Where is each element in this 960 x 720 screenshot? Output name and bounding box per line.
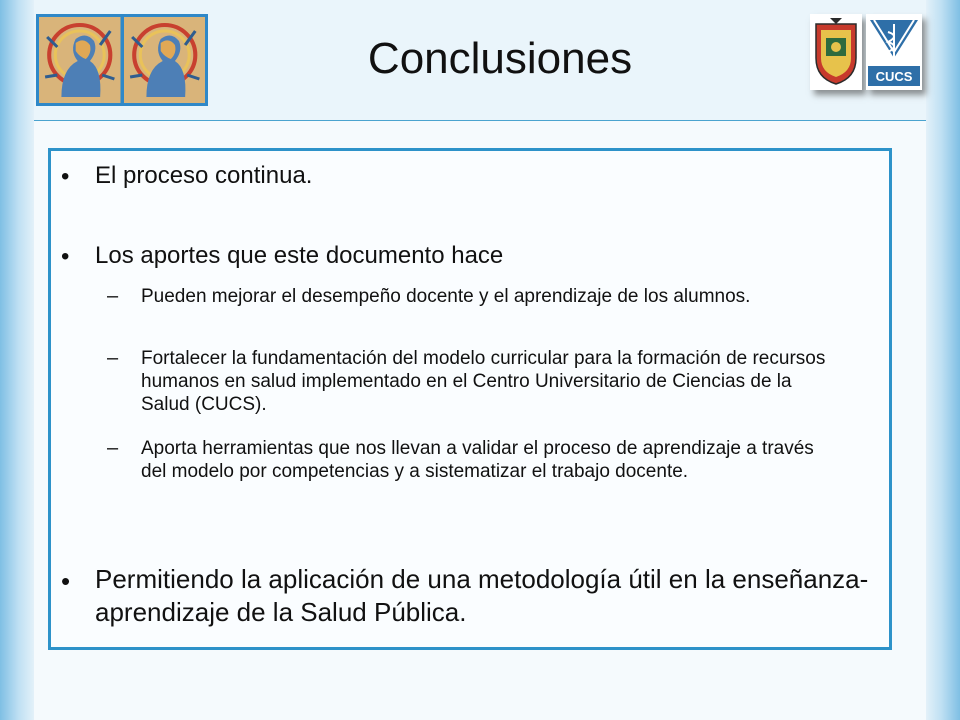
head-artwork-left <box>39 17 121 103</box>
svg-text:CUCS: CUCS <box>875 69 913 84</box>
university-crest-logo <box>810 14 862 90</box>
slide-title: Conclusiones <box>367 34 633 83</box>
bullet-text: Los aportes que este documento hace <box>95 242 504 269</box>
right-side-bar <box>926 0 960 720</box>
dash-icon: – <box>107 347 119 369</box>
head-artwork-right <box>124 17 206 103</box>
sub-bullet-text: Fortalecer la fundamentación del modelo curricular para la formación de recursos humanos en salud implementado en el Centro Universitario de Ciencias de la Salud (CUCS). <box>141 348 826 415</box>
sub-bullet-text: Aporta herramientas que nos llevan a validar el proceso de aprendizaje a través del modelo por competencias y a sistematizar el trabajo docente. <box>141 438 814 482</box>
bullet-text: Permitiendo la aplicación de una metodología útil en la enseñanza-aprendizaje de la Salud Pública. <box>95 564 869 627</box>
left-side-bar <box>0 0 34 720</box>
bullet-icon: • <box>61 566 71 596</box>
bullet-text: El proceso continua. <box>95 162 313 189</box>
sub-bullet-text: Pueden mejorar el desempeño docente y el aprendizaje de los alumnos. <box>141 286 751 307</box>
bullet-icon: • <box>61 243 70 270</box>
dash-icon: – <box>107 285 119 307</box>
content-box <box>48 148 892 650</box>
header-artwork <box>36 14 208 106</box>
cucs-logo <box>866 14 922 90</box>
dash-icon: – <box>107 437 119 459</box>
institution-logos <box>810 14 922 90</box>
bullet-icon: • <box>61 163 70 190</box>
